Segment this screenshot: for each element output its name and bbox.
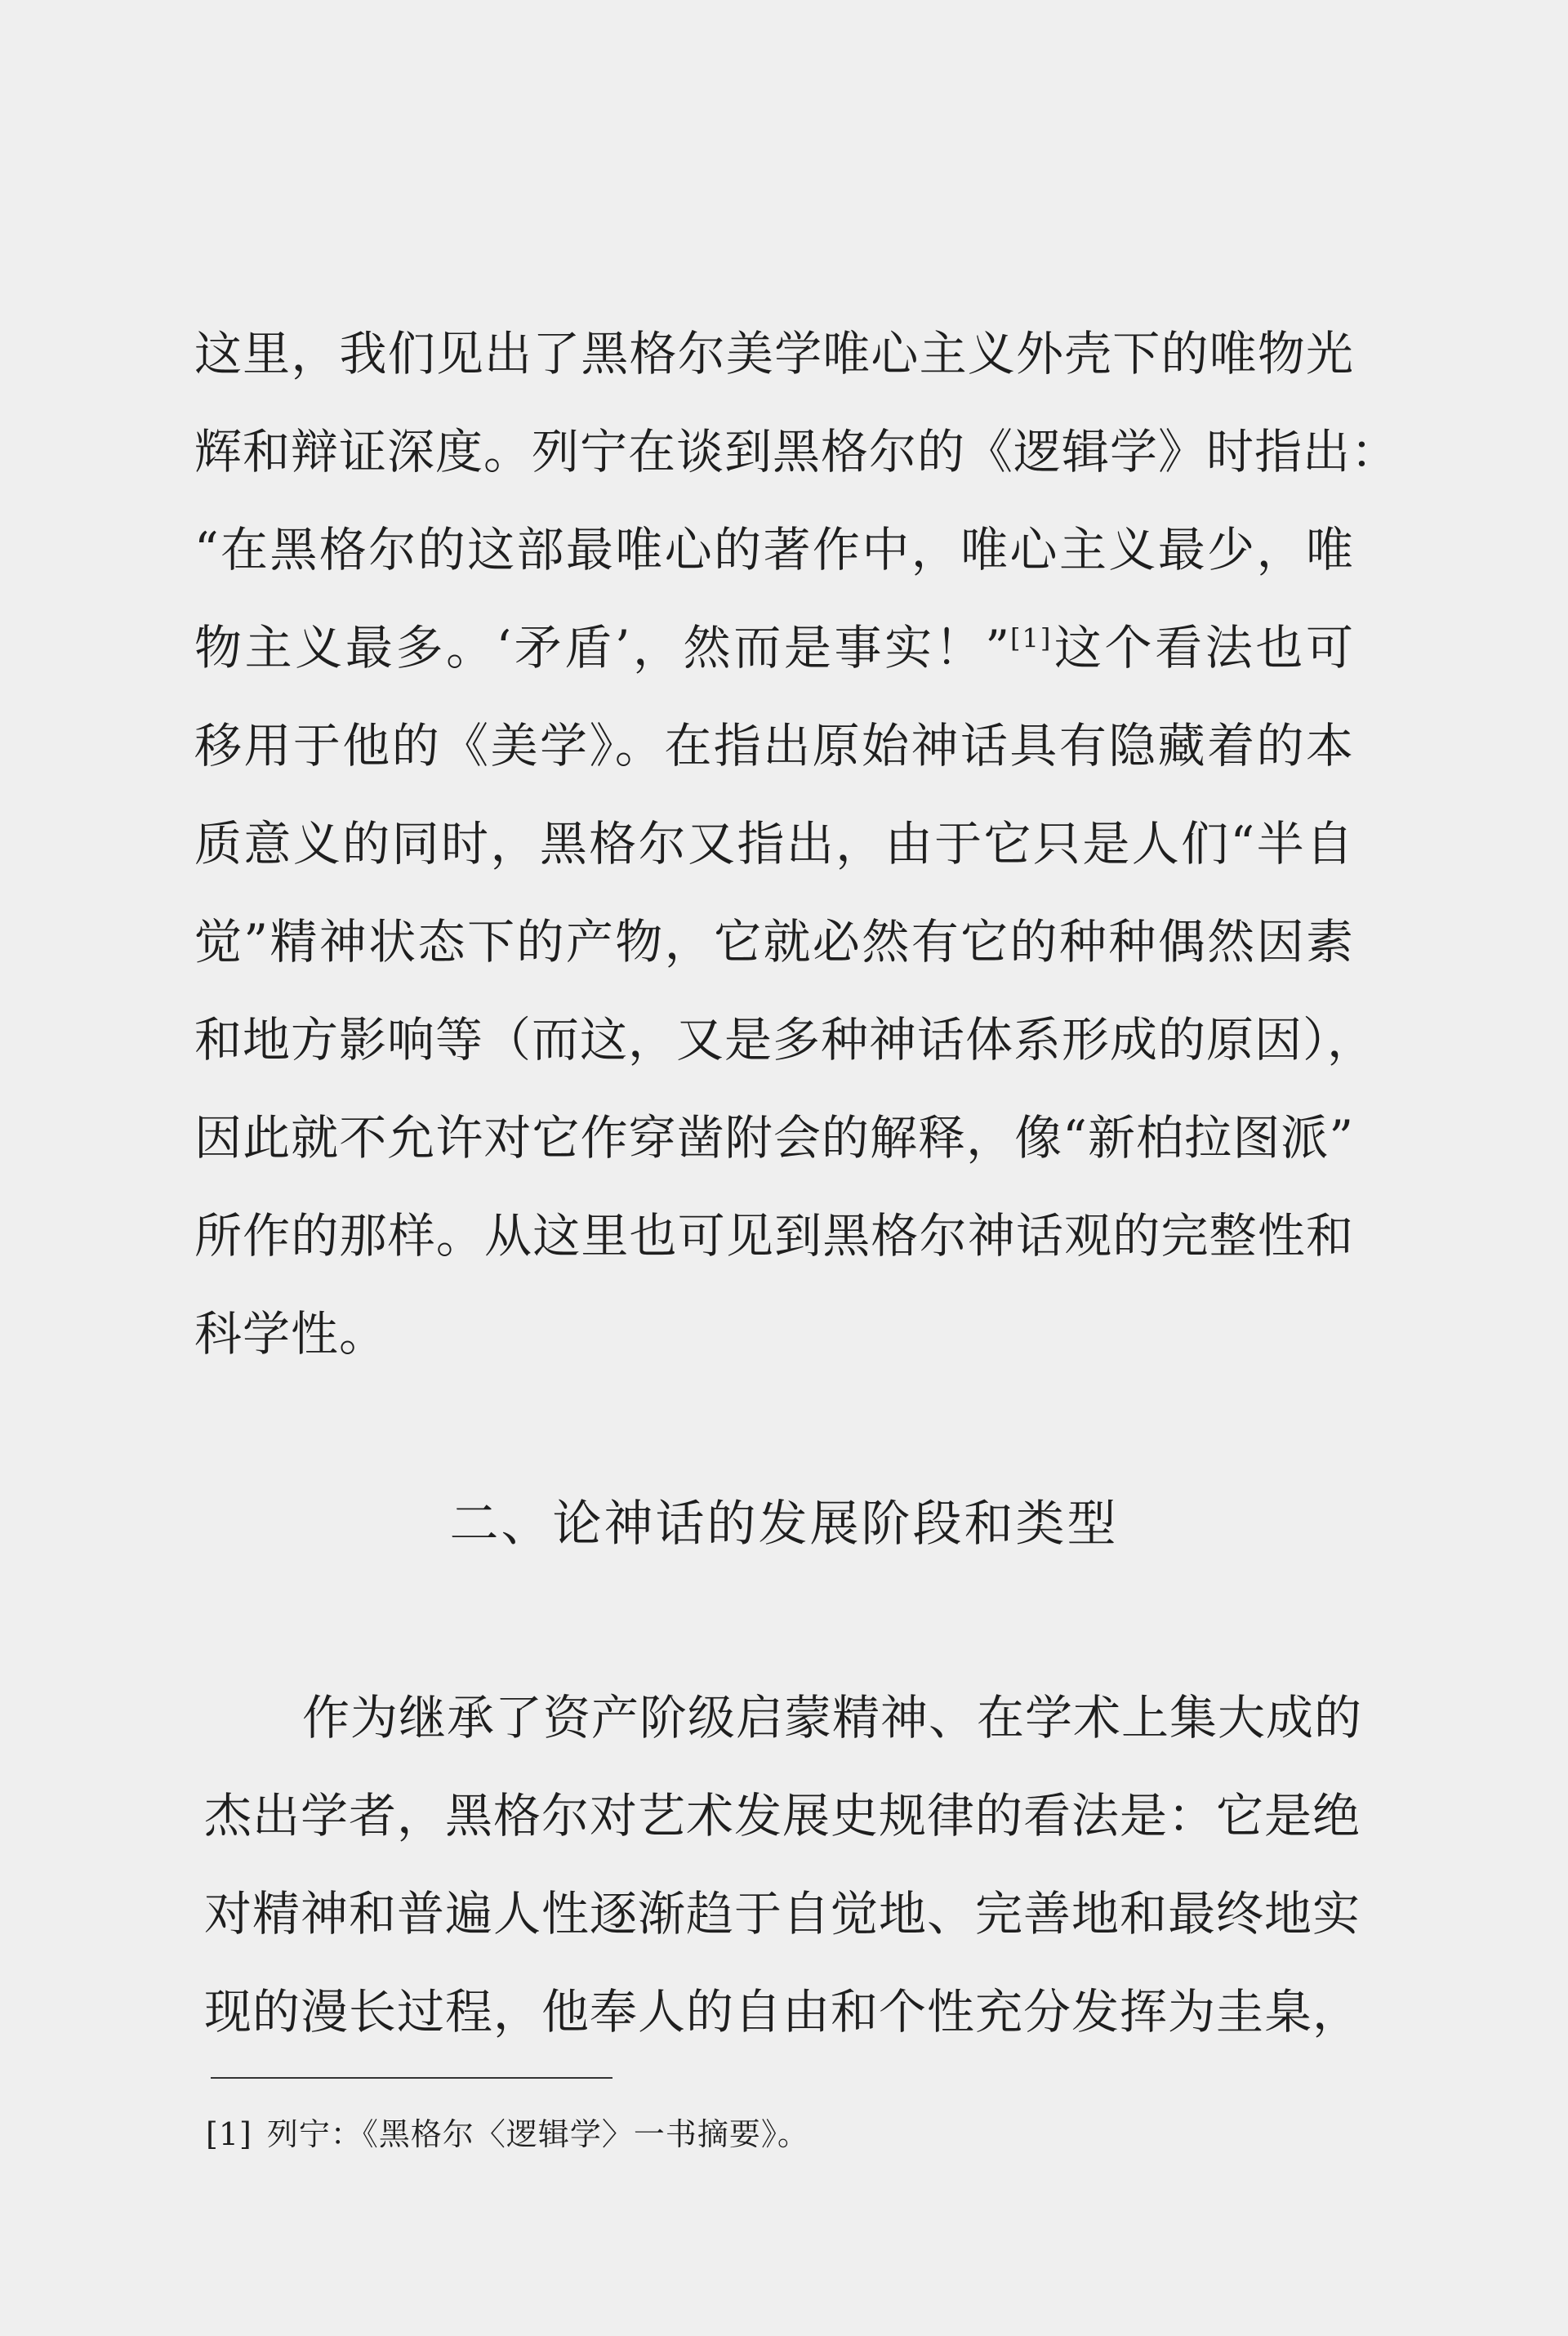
footnote-text: 列宁：《黑格尔〈逻辑学〉一书摘要》。 xyxy=(266,2116,809,2152)
paragraph-line: 所作的那样。从这里也可见到黑格尔神话观的完整性和 xyxy=(194,1208,1354,1264)
footnote-reference: [1] xyxy=(1009,622,1053,654)
paragraph-line: 因此就不允许对它作穿凿附会的解释，像“新柏拉图派” xyxy=(194,1110,1354,1166)
paragraph-line: 觉”精神状态下的产物，它就必然有它的种种偶然因素 xyxy=(194,914,1354,970)
footnote xyxy=(206,2114,809,2155)
paragraph-line: 和地方影响等（而这，又是多种神话体系形成的原因）， xyxy=(194,1012,1376,1068)
paragraph-line-with-footnote xyxy=(194,615,1354,680)
section-heading: 二、论神话的发展阶段和类型 xyxy=(449,1496,1119,1553)
footnote-divider xyxy=(211,2077,612,2079)
paragraph-line: 杰出学者，黑格尔对艺术发展史规律的看法是：它是绝 xyxy=(204,1788,1361,1843)
paragraph-line: 现的漫长过程，他奉人的自由和个性充分发挥为圭臬， xyxy=(204,1984,1361,2040)
continuation-text: 这个看法也可 xyxy=(1052,620,1354,675)
paragraph-line: 质意义的同时，黑格尔又指出，由于它只是人们“半自 xyxy=(194,816,1354,872)
paragraph-line: 辉和辩证深度。列宁在谈到黑格尔的《逻辑学》时指出： xyxy=(194,424,1400,479)
paragraph-line: 科学性。 xyxy=(194,1306,388,1362)
paragraph-line: 作为继承了资产阶级启蒙精神、在学术上集大成的 xyxy=(302,1690,1363,1745)
quote-text: 物主义最多。‘矛盾’，然而是事实！” xyxy=(194,620,1010,675)
paragraph-line: “在黑格尔的这部最唯心的著作中，唯心主义最少，唯 xyxy=(194,522,1354,577)
paragraph-line: 移用于他的《美学》。在指出原始神话具有隐藏着的本 xyxy=(194,718,1354,773)
paragraph-line: 这里，我们见出了黑格尔美学唯心主义外壳下的唯物光 xyxy=(194,326,1354,381)
footnote-marker: [1] xyxy=(206,2116,252,2152)
paragraph-line: 对精神和普遍人性逐渐趋于自觉地、完善地和最终地实 xyxy=(204,1886,1361,1941)
